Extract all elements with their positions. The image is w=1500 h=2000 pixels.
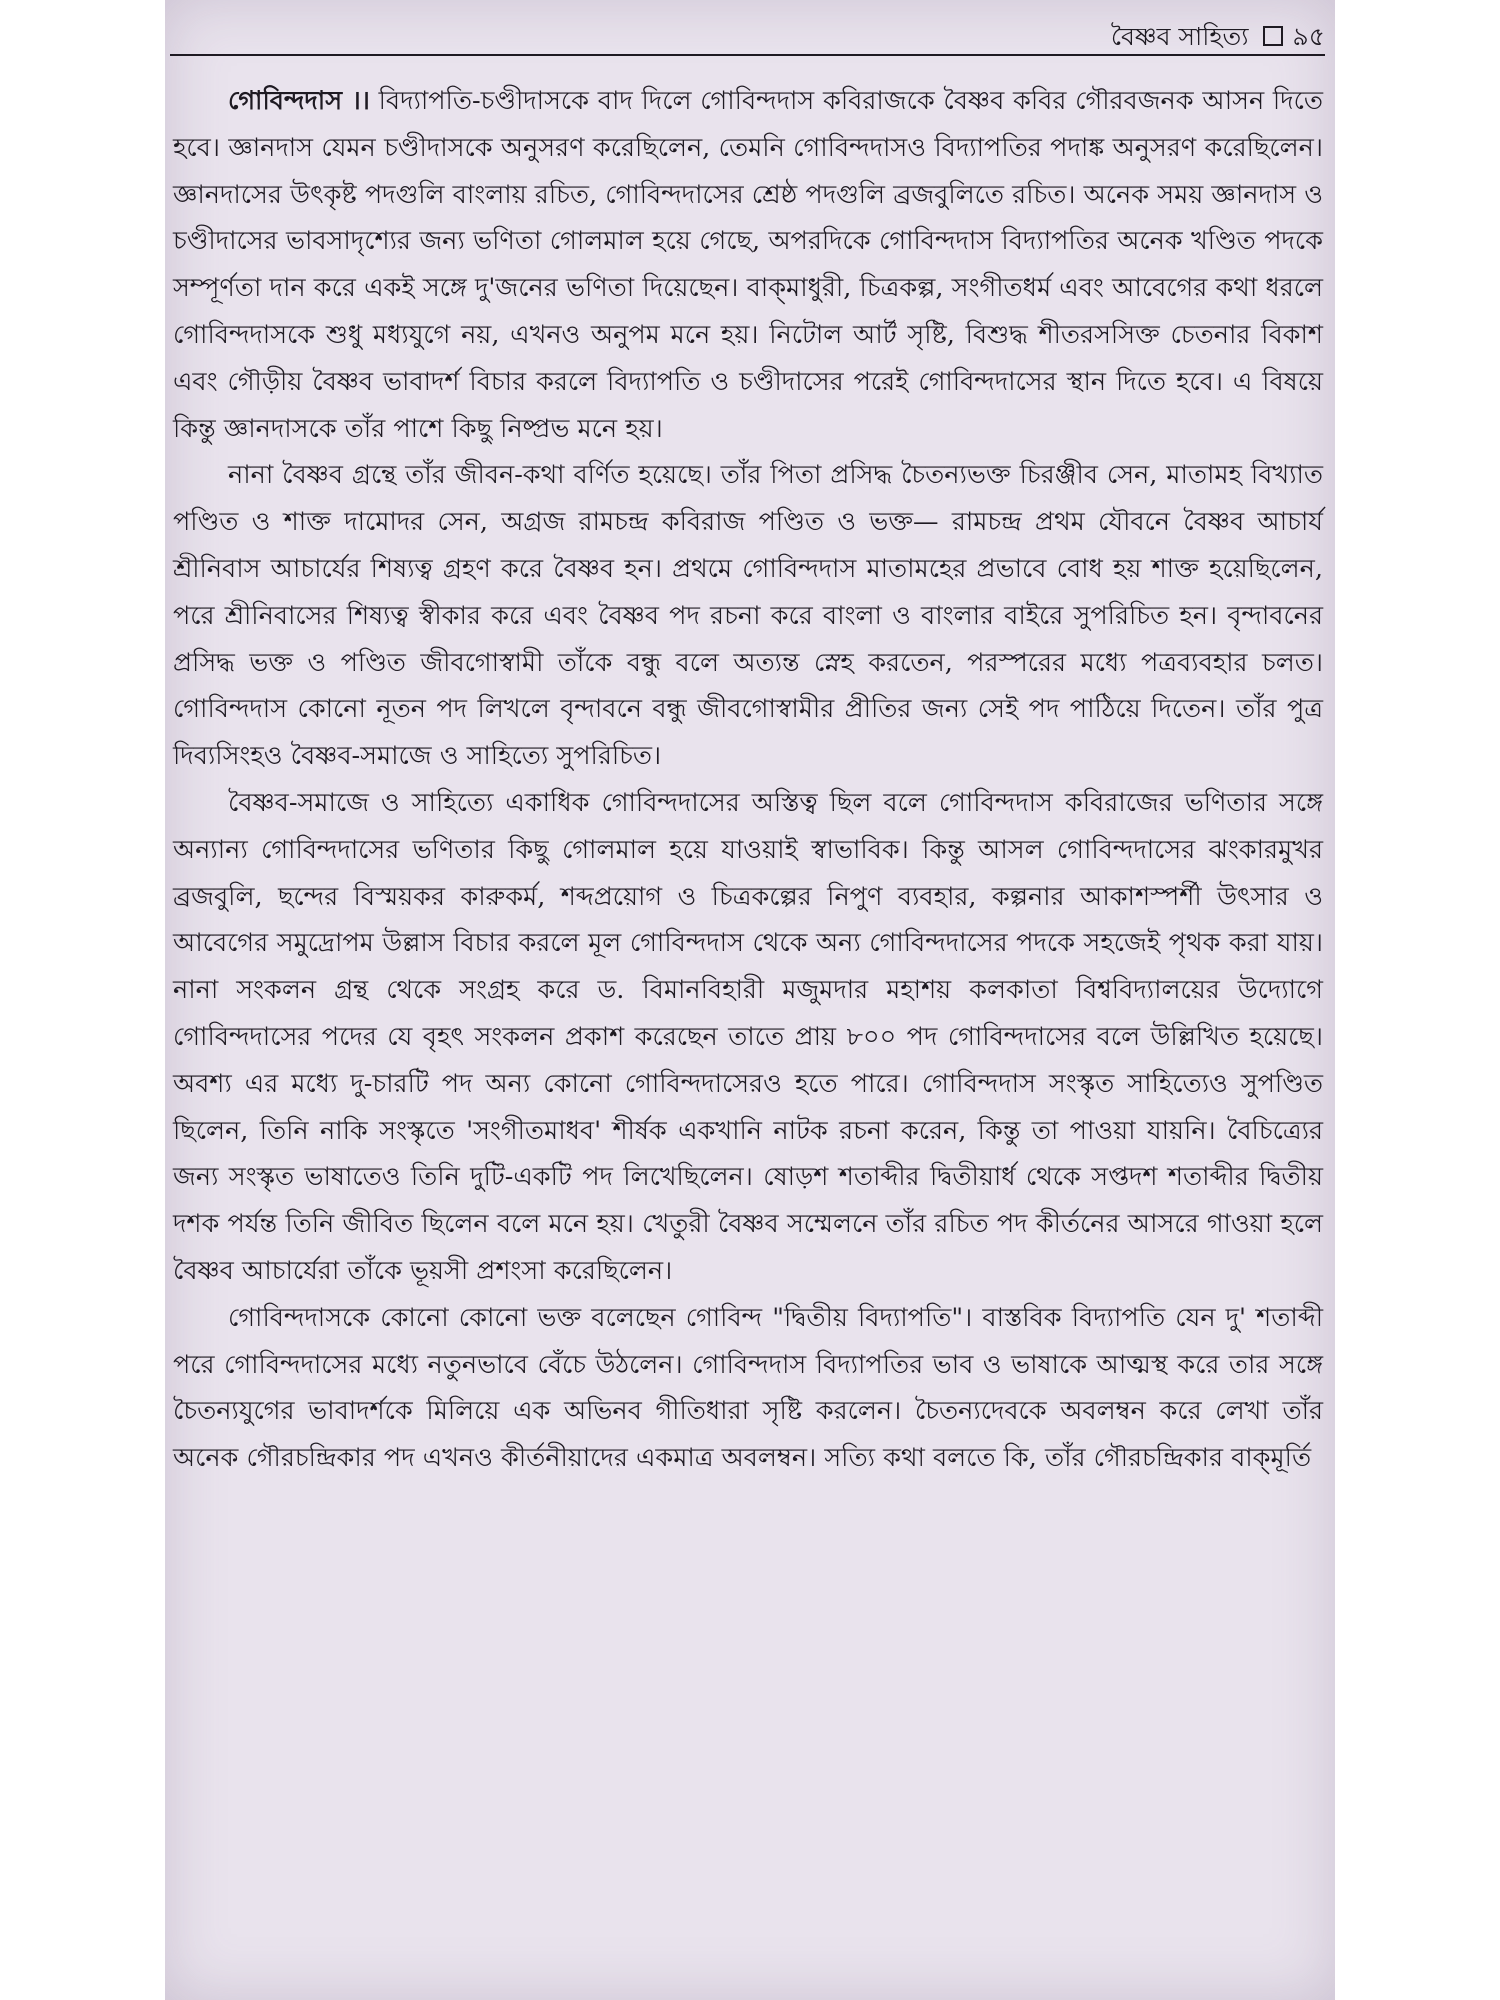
paragraph: বৈষ্ণব-সমাজে ও সাহিত্যে একাধিক গোবিন্দদাসের অস্তিত্ব ছিল বলে গোবিন্দদাস কবিরাজের ভণিতার সঙ্গে অন্যান্য গোবিন্দদাসের ভণিতার কিছু গোলমাল হয়ে যাওয়াই স্বাভাবিক। কিন্তু আসল গোবিন্দদাসের ঝংকারমুখর ব্রজবুলি, ছন্দের বিস্ময়কর কারুকর্ম, শব্দপ্রয়োগ ও চিত্রকল্পের নিপুণ ব্যবহার, কল্পনার আকাশস্পর্শী উৎসার ও আবেগের সমুদ্রোপম উল্লাস বিচার করলে মূল গোবিন্দদাস থেকে অন্য গোবিন্দদাসের পদকে সহজেই পৃথক করা যায়। নানা সংকলন গ্রন্থ থেকে সংগ্রহ করে ড. বিমানবিহারী মজুমদার মহাশয় কলকাতা বিশ্ববিদ্যালয়ের উদ্যোগে গোবিন্দদাসের পদের যে বৃহৎ সংকলন প্রকাশ করেছেন তাতে প্রায় ৮০০ পদ গোবিন্দদাসের বলে উল্লিখিত হয়েছে। অবশ্য এর মধ্যে দু-চারটি পদ অন্য কোনো গোবিন্দদাসেরও হতে পারে। গোবিন্দদাস সংস্কৃত সাহিত্যেও সুপণ্ডিত ছিলেন, তিনি নাকি সংস্কৃতে 'সংগীতমাধব' শীর্ষক একখানি নাটক রচনা করেন, কিন্তু তা পাওয়া যায়নি। বৈচিত্র্যের জন্য সংস্কৃত ভাষাতেও তিনি দুটি-একটি পদ লিখেছিলেন। ষোড়শ শতাব্দীর দ্বিতীয়ার্ধ থেকে সপ্তদশ শতাব্দীর দ্বিতীয় দশক পর্যন্ত তিনি জীবিত ছিলেন বলে মনে হয়। খেতুরী বৈষ্ণব সম্মেলনে তাঁর রচিত পদ কীর্তনের আসরে গাওয়া হলে বৈষ্ণব আচার্যেরা তাঁকে ভূয়সী প্রশংসা করেছিলেন। — [173, 787, 1323, 1286]
section-heading: গোবিন্দদাস ।। — [228, 86, 370, 116]
header-rule — [170, 54, 1325, 56]
page-number: ৯৫ — [1292, 22, 1325, 51]
running-title: বৈষ্ণব সাহিত্য — [1110, 22, 1249, 51]
paragraph-text: বিদ্যাপতি-চণ্ডীদাসকে বাদ দিলে গোবিন্দদাস কবিরাজকে বৈষ্ণব কবির গৌরবজনক আসন দিতে হবে। জ্ঞানদাস যেমন চণ্ডীদাসকে অনুসরণ করেছিলেন, তেমনি গোবিন্দদাসও বিদ্যাপতির পদাঙ্ক অনুসরণ করেছিলেন। জ্ঞানদাসের উৎকৃষ্ট পদগুলি বাংলায় রচিত, গোবিন্দদাসের শ্রেষ্ঠ পদগুলি ব্রজবুলিতে রচিত। অনেক সময় জ্ঞানদাস ও চণ্ডীদাসের ভাবসাদৃশ্যের জন্য ভণিতা গোলমাল হয়ে গেছে, অপরদিকে গোবিন্দদাস বিদ্যাপতির অনেক খণ্ডিত পদকে সম্পূর্ণতা দান করে একই সঙ্গে দু'জনের ভণিতা দিয়েছেন। বাক্‌মাধুরী, চিত্রকল্প, সংগীতধর্ম এবং আবেগের কথা ধরলে গোবিন্দদাসকে শুধু মধ্যযুগে নয়, এখনও অনুপম মনে হয়। নিটোল আর্ট সৃষ্টি, বিশুদ্ধ শীতরসসিক্ত চেতনার বিকাশ এবং গৌড়ীয় বৈষ্ণব ভাবাদর্শ বিচার করলে বিদ্যাপতি ও চণ্ডীদাসের পরেই গোবিন্দদাসের স্থান দিতে হবে। এ বিষয়ে কিন্তু জ্ঞানদাসকে তাঁর পাশে কিছু নিষ্প্রভ মনে হয়। — [173, 86, 1323, 444]
running-header — [170, 20, 1325, 54]
body-text — [173, 78, 1323, 1482]
square-icon — [1263, 26, 1283, 46]
paragraph: গোবিন্দদাসকে কোনো কোনো ভক্ত বলেছেন গোবিন্দ "দ্বিতীয় বিদ্যাপতি"। বাস্তবিক বিদ্যাপতি যেন দু' শতাব্দী পরে গোবিন্দদাসের মধ্যে নতুনভাবে বেঁচে উঠলেন। গোবিন্দদাস বিদ্যাপতির ভাব ও ভাষাকে আত্মস্থ করে তার সঙ্গে চৈতন্যযুগের ভাবাদর্শকে মিলিয়ে এক অভিনব গীতিধারা সৃষ্টি করলেন। চৈতন্যদেবকে অবলম্বন করে লেখা তাঁর অনেক গৌরচন্দ্রিকার পদ এখনও কীর্তনীয়াদের একমাত্র অবলম্বন। সত্যি কথা বলতে কি, তাঁর গৌরচন্দ্রিকার বাক্‌মূর্তি — [173, 1302, 1323, 1474]
paragraph: নানা বৈষ্ণব গ্রন্থে তাঁর জীবন-কথা বর্ণিত হয়েছে। তাঁর পিতা প্রসিদ্ধ চৈতন্যভক্ত চিরঞ্জীব সেন, মাতামহ বিখ্যাত পণ্ডিত ও শাক্ত দামোদর সেন, অগ্রজ রামচন্দ্র কবিরাজ পণ্ডিত ও ভক্ত— রামচন্দ্র প্রথম যৌবনে বৈষ্ণব আচার্য শ্রীনিবাস আচার্যের শিষ্যত্ব গ্রহণ করে বৈষ্ণব হন। প্রথমে গোবিন্দদাস মাতামহের প্রভাবে বোধ হয় শাক্ত হয়েছিলেন, পরে শ্রীনিবাসের শিষ্যত্ব স্বীকার করে এবং বৈষ্ণব পদ রচনা করে বাংলা ও বাংলার বাইরে সুপরিচিত হন। বৃন্দাবনের প্রসিদ্ধ ভক্ত ও পণ্ডিত জীবগোস্বামী তাঁকে বন্ধু বলে অত্যন্ত স্নেহ করতেন, পরস্পরের মধ্যে পত্রব্যবহার চলত। গোবিন্দদাস কোনো নূতন পদ লিখলে বৃন্দাবনে বন্ধু জীবগোস্বামীর প্রীতির জন্য সেই পদ পাঠিয়ে দিতেন। তাঁর পুত্র দিব্যসিংহও বৈষ্ণব-সমাজে ও সাহিত্যে সুপরিচিত। — [173, 460, 1324, 772]
paragraph — [173, 78, 1323, 452]
book-page — [165, 0, 1335, 2000]
